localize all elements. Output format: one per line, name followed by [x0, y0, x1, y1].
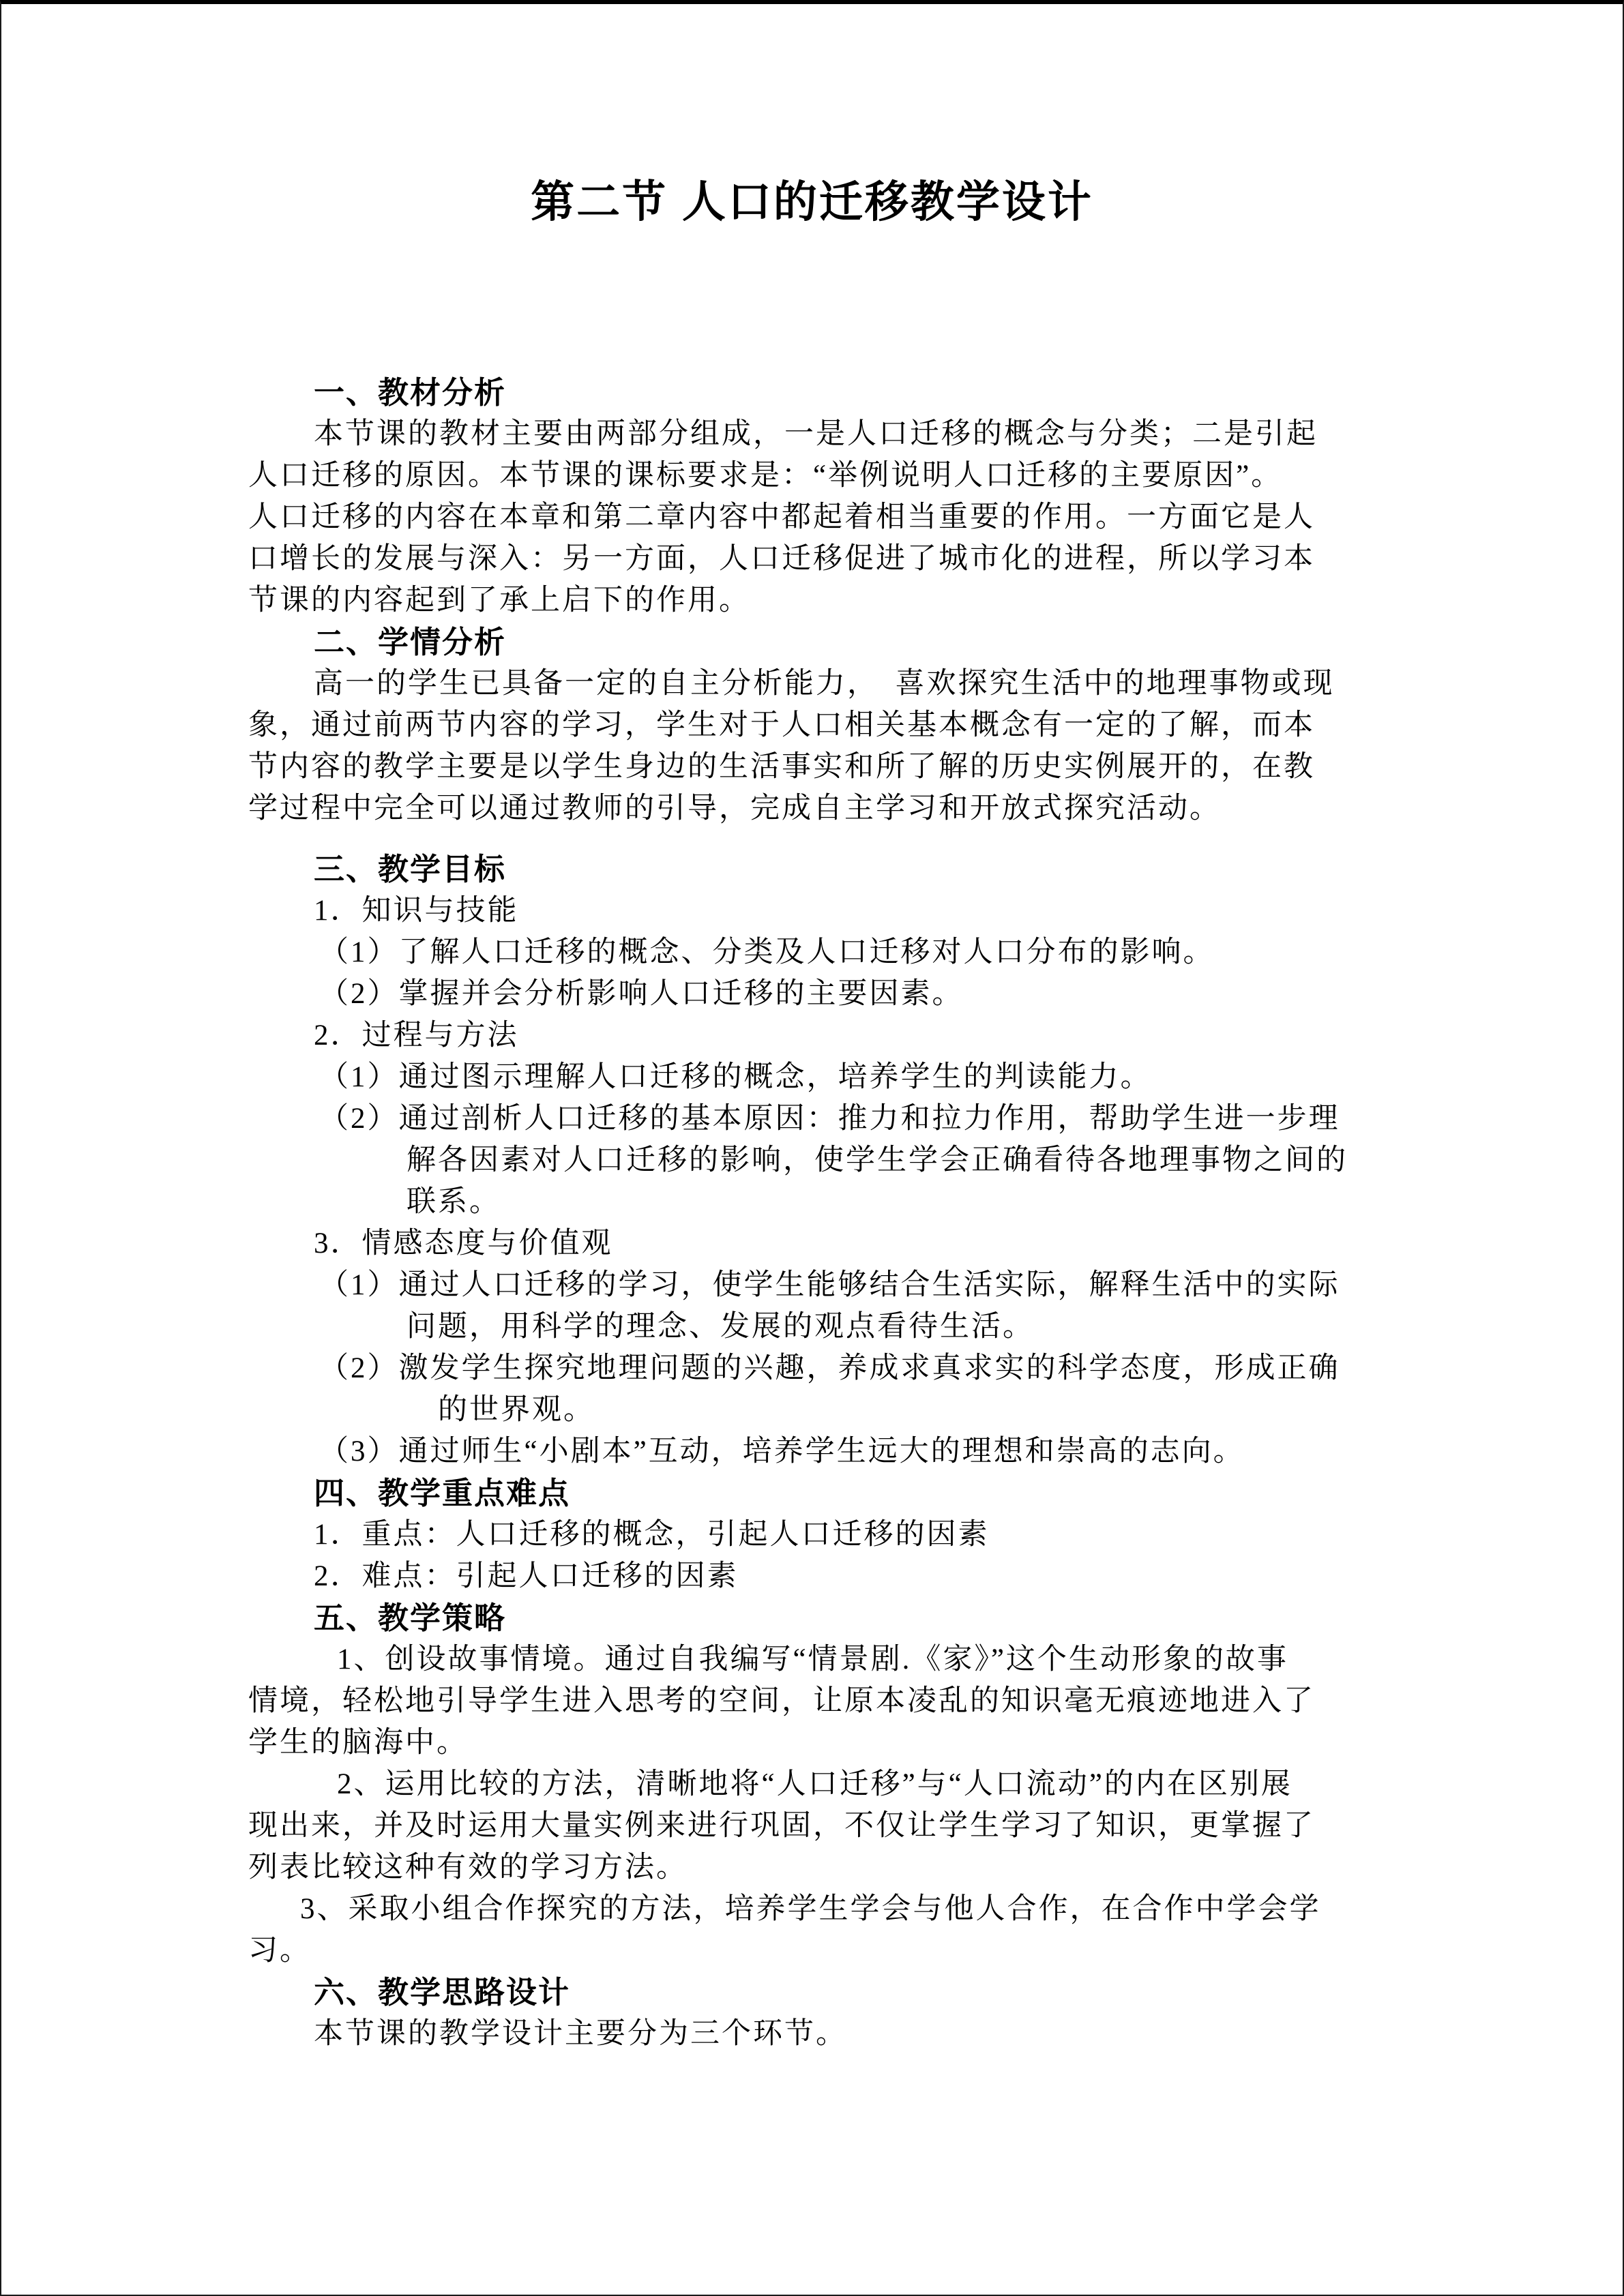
- section-learner-analysis: [248, 621, 1452, 829]
- list-item: （2）通过剖析人口迁移的基本原因：推力和拉力作用，帮助学生进一步理: [319, 1102, 1340, 1135]
- list-item: （3）通过师生“小剧本”互动，培养学生远大的理想和崇高的志向。: [319, 1435, 1245, 1467]
- doc-body: [1, 372, 1623, 2055]
- text-line: 本节课的教材主要由两部分组成，一是人口迁移的概念与分类；二是引起: [314, 417, 1318, 450]
- list-item: （2）激发学生探究地理问题的兴趣，养成求真求实的科学态度，形成正确: [319, 1352, 1340, 1384]
- section-teaching-objectives: [248, 848, 1452, 1472]
- text-line: 联系。: [407, 1185, 501, 1218]
- text-line: 解各因素对人口迁移的影响，使学生学会正确看待各地理事物之间的: [407, 1144, 1348, 1176]
- list-item: 1、创设故事情境。通过自我编写“情景剧.《家》”这个生动形象的故事: [337, 1643, 1288, 1675]
- text-line: 人口迁移的原因。本节课的课标要求是：“举例说明人口迁移的主要原因”。: [248, 459, 1283, 492]
- text-line: 口增长的发展与深入：另一方面，人口迁移促进了城市化的进程，所以学习本: [248, 542, 1315, 575]
- section-heading: 三、教学目标: [314, 851, 507, 886]
- section-textbook-analysis: [248, 372, 1452, 621]
- text-line: 列表比较这种有效的学习方法。: [248, 1851, 688, 1883]
- list-item: （1）了解人口迁移的概念、分类及人口迁移对人口分布的影响。: [319, 936, 1215, 968]
- text-line: 象，通过前两节内容的学习，学生对于人口相关基本概念有一定的了解，而本: [248, 709, 1315, 741]
- text-line: 节内容的教学主要是以学生身边的生活事实和所了解的历史实例展开的，在教: [248, 750, 1315, 783]
- list-item: 1．知识与技能: [314, 894, 519, 927]
- text-line: 学生的脑海中。: [248, 1726, 468, 1759]
- text-line: 人口迁移的内容在本章和第二章内容中都起着相当重要的作用。一方面它是人: [248, 501, 1315, 533]
- section-heading: 六、教学思路设计: [314, 1974, 571, 2010]
- list-item: 2．过程与方法: [314, 1019, 519, 1052]
- section-teaching-strategy: [248, 1597, 1452, 1971]
- text-line: 的世界观。: [438, 1393, 595, 1426]
- section-heading: 四、教学重点难点: [314, 1475, 571, 1510]
- list-item: （1）通过图示理解人口迁移的概念，培养学生的判读能力。: [319, 1060, 1152, 1093]
- section-heading: 一、教材分析: [314, 374, 507, 410]
- text-line: 情境，轻松地引导学生进入思考的空间，让原本凌乱的知识毫无痕迹地进入了: [248, 1684, 1315, 1717]
- list-item: 3．情感态度与价值观: [314, 1227, 613, 1259]
- text-line: 现出来，并及时运用大量实例来进行巩固，不仅让学生学习了知识，更掌握了: [248, 1809, 1315, 1842]
- section-key-difficult-points: [248, 1472, 1452, 1597]
- list-item: （1）通过人口迁移的学习，使学生能够结合生活实际，解释生活中的实际: [319, 1268, 1340, 1301]
- text-line: 本节课的教学设计主要分为三个环节。: [314, 2017, 847, 2050]
- text-line: 学过程中完全可以通过教师的引导，完成自主学习和开放式探究活动。: [248, 792, 1221, 824]
- text-line: 节课的内容起到了承上启下的作用。: [248, 584, 750, 616]
- list-item: 2．难点：引起人口迁移的因素: [314, 1560, 739, 1592]
- text-line: 高一的学生已具备一定的自主分析能力， 喜欢探究生活中的地理事物或现: [314, 667, 1335, 700]
- list-item: （2）掌握并会分析影响人口迁移的主要因素。: [319, 977, 964, 1010]
- text-line: 问题，用科学的理念、发展的观点看待生活。: [407, 1310, 1034, 1343]
- section-teaching-flow-design: [248, 1971, 1452, 2055]
- doc-title: 第二节 人口的迁移教学设计: [531, 177, 1093, 226]
- text-line: 习。: [248, 1934, 311, 1967]
- section-heading: 五、教学策略: [314, 1600, 507, 1635]
- list-item: 3、采取小组合作探究的方法，培养学生学会与他人合作，在合作中学会学: [300, 1892, 1321, 1925]
- list-item: 2、运用比较的方法，清晰地将“人口迁移”与“人口流动”的内在区别展: [337, 1768, 1293, 1800]
- section-heading: 二、学情分析: [314, 624, 507, 659]
- list-item: 1．重点：人口迁移的概念，引起人口迁移的因素: [314, 1518, 990, 1551]
